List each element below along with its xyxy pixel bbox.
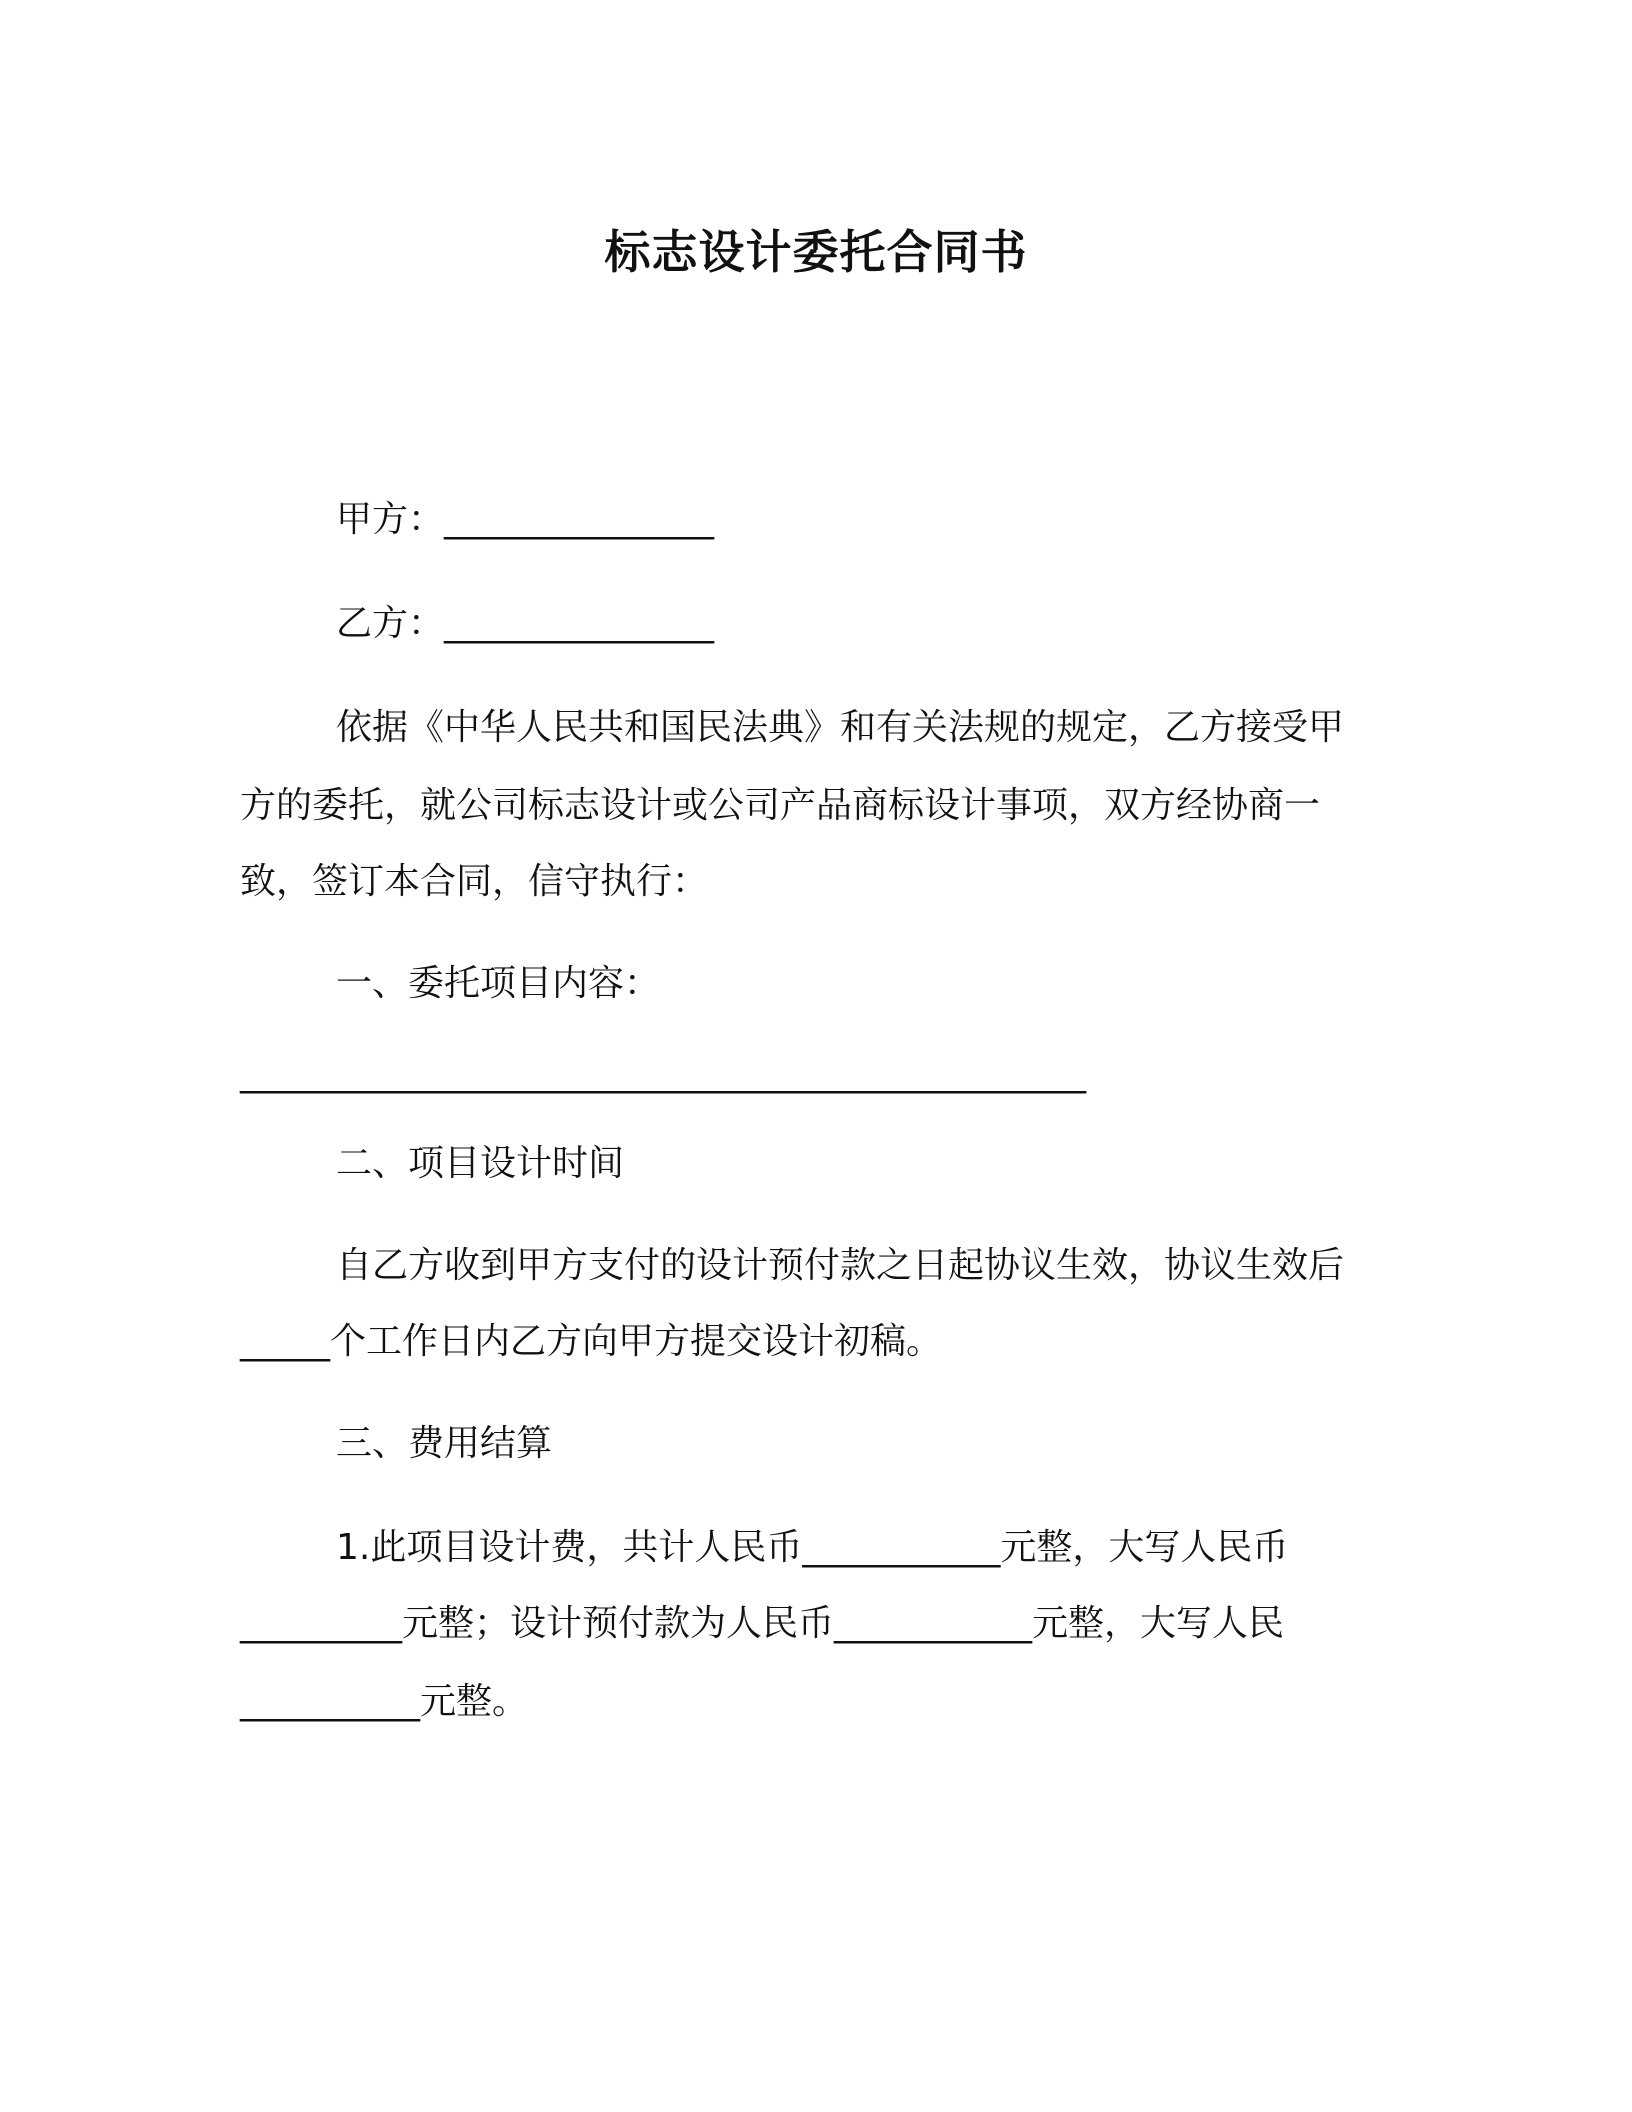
section1-heading: 一、委托项目内容： [336,963,661,1004]
section2-line-1: 自乙方收到甲方支付的设计预付款之日起协议生效，协议生效后 [336,1245,1345,1286]
section2-heading: 二、项目设计时间 [336,1143,625,1184]
section2-line-2: _____个工作日内乙方向甲方提交设计初稿。 [240,1321,943,1362]
intro-line-3: 致，签订本合同，信守执行： [240,861,709,902]
party-a-line: 甲方：_______________ [336,499,715,540]
party-b-line: 乙方：_______________ [336,603,715,644]
section3-line-1: 1.此项目设计费，共计人民币___________元整，大写人民币 [336,1527,1289,1568]
section3-line-3: __________元整。 [240,1681,529,1722]
intro-line-2: 方的委托，就公司标志设计或公司产品商标设计事项，双方经协商一 [240,785,1321,826]
document-title: 标志设计委托合同书 [604,225,1028,279]
section3-heading: 三、费用结算 [336,1423,553,1464]
section3-line-2: _________元整；设计预付款为人民币___________元整，大写人民 [240,1603,1285,1644]
intro-line-1: 依据《中华人民共和国民法典》和有关法规的规定，乙方接受甲 [336,707,1345,748]
section1-blank: _______________________________________________ [240,1053,1086,1094]
